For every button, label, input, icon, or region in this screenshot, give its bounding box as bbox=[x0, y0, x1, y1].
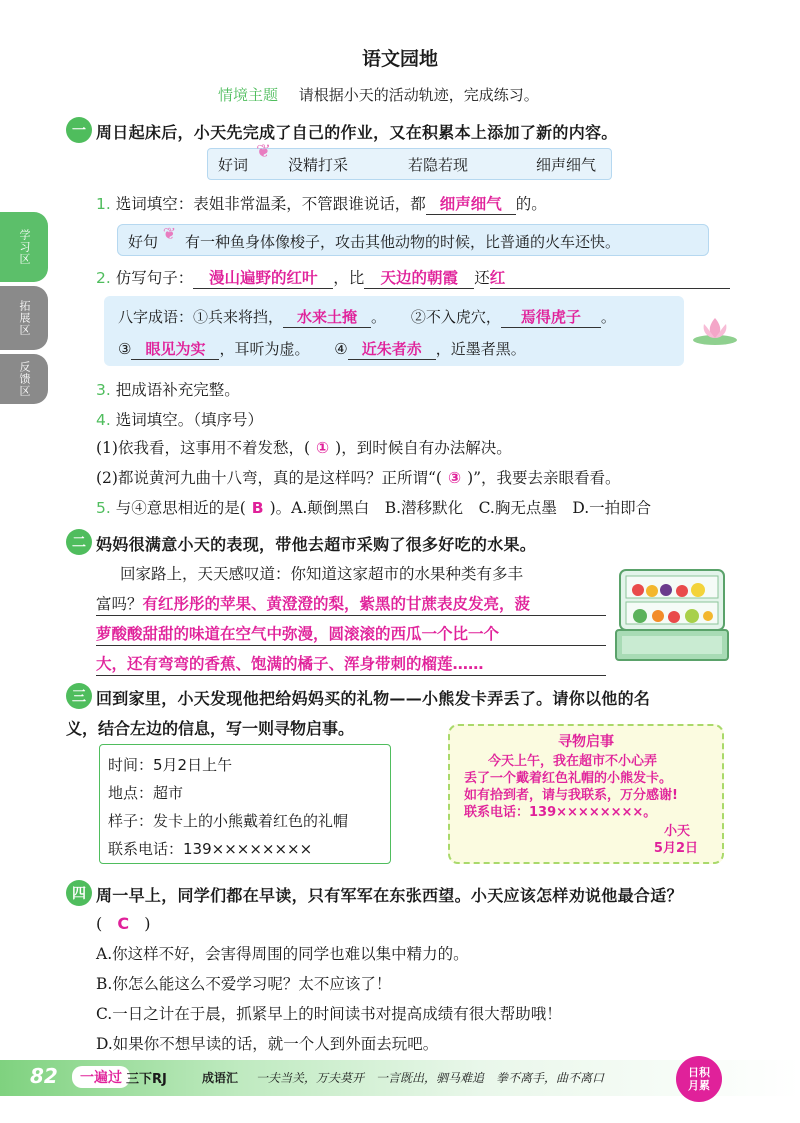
good-sentence-row bbox=[128, 224, 620, 252]
q4-2-after: )”，我要去亲眼看看。 bbox=[467, 469, 621, 487]
info-phone: 联系电话：139×××××××× bbox=[108, 840, 313, 858]
footer-grade: 三下RJ bbox=[126, 1072, 167, 1087]
section-3-text-1: 回到家里，小天发现他把给妈妈买的礼物——小熊发卡弄丢了。请你以他的名 bbox=[96, 689, 651, 708]
footer-badge-line-2: 月累 bbox=[688, 1079, 710, 1092]
notice-line-2: 丢了一个戴着红色礼帽的小熊发卡。 bbox=[464, 771, 673, 786]
q5-before: 与④意思相近的是( bbox=[115, 499, 246, 517]
scenario-text: 请根据小天的活动轨迹，完成练习。 bbox=[298, 86, 539, 104]
good-sentence-label: 好句 bbox=[128, 233, 159, 251]
good-word-1: 没精打采 bbox=[288, 155, 349, 174]
q4-text: 选词填空。（填序号） bbox=[115, 411, 263, 429]
q1-answer[interactable]: 细声细气 bbox=[426, 192, 516, 215]
bracket-close: ) bbox=[144, 914, 151, 933]
scenario-line bbox=[218, 84, 539, 105]
q2-answer-2[interactable]: 天边的朝霞 bbox=[364, 266, 474, 289]
info-time: 时间：5月2日上午 bbox=[108, 756, 233, 774]
page-title: 语文园地 bbox=[361, 48, 438, 70]
section-1-number: 一 bbox=[66, 117, 92, 143]
q5-after: )。A.颠倒黑白 B.潜移默化 C.胸无点墨 D.一拍即合 bbox=[269, 499, 652, 517]
q2-mid-2: 还 bbox=[474, 269, 490, 287]
q5-answer[interactable]: B bbox=[251, 499, 264, 517]
idiom-1-pre: ①兵来将挡， bbox=[193, 308, 284, 326]
notice-line-3: 如有拾到者，请与我联系，万分感谢! bbox=[464, 788, 678, 803]
q3-number: 3. bbox=[96, 381, 111, 399]
section-4-answer[interactable]: C bbox=[117, 914, 130, 933]
idiom-4-post: ，近墨者黑。 bbox=[435, 340, 526, 358]
side-tab-expand[interactable]: 拓展区 bbox=[0, 286, 48, 350]
option-b[interactable]: B.你怎么能这么不爱学习呢？太不应该了！ bbox=[96, 975, 392, 993]
info-place: 地点：超市 bbox=[108, 784, 184, 802]
option-a[interactable]: A.你这样不好，会害得周围的同学也难以集中精力的。 bbox=[96, 945, 469, 963]
section-3-text-2: 义，结合左边的信息，写一则寻物启事。 bbox=[66, 719, 355, 738]
q5-number: 5. bbox=[96, 499, 111, 517]
butterfly-icon-2: ❦ bbox=[162, 224, 177, 243]
bracket-open: ( bbox=[96, 914, 103, 933]
q4 bbox=[96, 408, 263, 430]
good-words-label: 好词 bbox=[218, 155, 249, 174]
q2-answer-3[interactable]: 红 bbox=[490, 266, 730, 289]
idiom-label: 八字成语： bbox=[118, 308, 194, 326]
idiom-2-pre: ②不入虎穴， bbox=[410, 308, 501, 326]
footer-badge bbox=[676, 1056, 722, 1102]
q3-text: 把成语补充完整。 bbox=[115, 381, 240, 399]
notice-sign: 小天 bbox=[663, 824, 690, 839]
q4-1 bbox=[96, 436, 512, 458]
section-4-number: 四 bbox=[66, 880, 92, 906]
idiom-row-1 bbox=[118, 306, 616, 328]
lost-notice-answer[interactable] bbox=[448, 724, 724, 864]
good-word-3: 细声细气 bbox=[536, 155, 597, 174]
q4-2 bbox=[96, 466, 621, 488]
fruit-display-case-image bbox=[612, 560, 732, 665]
idiom-2-answer[interactable]: 焉得虎子 bbox=[501, 306, 601, 328]
info-appearance: 样子：发卡上的小熊戴着红色的礼帽 bbox=[108, 812, 349, 830]
q3 bbox=[96, 378, 240, 400]
section-2-para-intro-2 bbox=[96, 592, 606, 616]
good-word-2: 若隐若现 bbox=[408, 155, 469, 174]
q1 bbox=[96, 192, 547, 215]
section-2-answer-3[interactable]: 大，还有弯弯的香蕉、饱满的橘子、浑身带刺的榴莲…… bbox=[96, 652, 606, 676]
section-2-intro-end: 富吗？ bbox=[96, 595, 143, 613]
section-2-answer-2[interactable]: 萝酸酸甜甜的味道在空气中弥漫，圆滚滚的西瓜一个比一个 bbox=[96, 622, 606, 646]
option-d[interactable]: D.如果你不想早读的话，就一个人到外面去玩吧。 bbox=[96, 1035, 439, 1053]
notice-line-1: 今天上午，我在超市不小心弄 bbox=[488, 754, 658, 769]
section-4-answer-row bbox=[96, 914, 150, 933]
q1-before: 选词填空：表姐非常温柔，不管跟谁说话，都 bbox=[115, 195, 426, 213]
footer-page-number: 82 bbox=[30, 1064, 58, 1088]
footer-brand: 一遍过 bbox=[72, 1066, 130, 1088]
butterfly-icon: ❦ bbox=[256, 141, 272, 162]
q4-1-answer[interactable]: ① bbox=[316, 439, 330, 457]
section-4-text: 周一早上，同学们都在早读，只有军军在东张西望。小天应该怎样劝说他最合适？ bbox=[96, 886, 683, 905]
q2-before: 仿写句子： bbox=[115, 269, 194, 287]
good-words-box bbox=[207, 141, 612, 180]
q5 bbox=[96, 496, 651, 518]
section-2-number: 二 bbox=[66, 529, 92, 555]
q2-mid-1: ，比 bbox=[333, 269, 365, 287]
q1-after: 的。 bbox=[515, 195, 547, 213]
footer-idiom-label: 成语汇 bbox=[202, 1071, 239, 1085]
q4-2-before: (2)都说黄河九曲十八弯，真的是这样吗？正所谓“( bbox=[96, 469, 442, 487]
q2-answer-1[interactable]: 漫山遍野的红叶 bbox=[193, 266, 333, 289]
section-3-number: 三 bbox=[66, 683, 92, 709]
q4-1-after: )，到时候自有办法解决。 bbox=[335, 439, 512, 457]
idiom-2-post: 。 bbox=[600, 308, 616, 326]
idiom-3-post: ，耳听为虚。 bbox=[219, 340, 310, 358]
footer-idioms: 一夫当关，万夫莫开 一言既出，驷马难追 拳不离手，曲不离口 bbox=[256, 1071, 605, 1085]
notice-title: 寻物启事 bbox=[558, 734, 614, 750]
q1-number: 1. bbox=[96, 195, 111, 213]
idiom-4-answer[interactable]: 近朱者赤 bbox=[348, 338, 436, 360]
section-1-text: 周日起床后，小天先完成了自己的作业，又在积累本上添加了新的内容。 bbox=[96, 123, 618, 142]
q4-1-before: (1)依我看，这事用不着发愁，( bbox=[96, 439, 311, 457]
lost-item-info-box bbox=[99, 744, 391, 864]
scenario-tag: 情境主题 bbox=[218, 86, 279, 104]
idiom-1-answer[interactable]: 水来土掩 bbox=[283, 306, 371, 328]
q2-number: 2. bbox=[96, 269, 111, 287]
side-tab-study[interactable]: 学习区 bbox=[0, 212, 48, 282]
lotus-icon bbox=[690, 310, 740, 346]
idiom-1-post: 。 bbox=[371, 308, 387, 326]
notice-date: 5月2日 bbox=[653, 841, 698, 856]
notice-line-4: 联系电话：139××××××××。 bbox=[464, 805, 657, 820]
q2 bbox=[96, 266, 730, 289]
idiom-3-answer[interactable]: 眼见为实 bbox=[131, 338, 219, 360]
side-tab-feedback[interactable]: 反馈区 bbox=[0, 354, 48, 404]
q4-2-answer[interactable]: ③ bbox=[447, 469, 462, 487]
q4-number: 4. bbox=[96, 411, 111, 429]
footer-badge-line-1: 日积 bbox=[688, 1066, 710, 1079]
good-sentence-text: 有一种鱼身体像梭子，攻击其他动物的时候，比普通的火车还快。 bbox=[184, 233, 620, 251]
idiom-4-pre: ④ bbox=[334, 340, 348, 358]
section-2-answer-1[interactable]: 有红彤彤的苹果、黄澄澄的梨，紫黑的甘蔗表皮发亮，菠 bbox=[142, 595, 531, 613]
idiom-row-2 bbox=[118, 338, 526, 360]
idiom-3-pre: ③ bbox=[118, 340, 132, 358]
option-c[interactable]: C.一日之计在于晨，抓紧早上的时间读书对提高成绩有很大帮助哦！ bbox=[96, 1005, 562, 1023]
section-2-para-intro: 回家路上，天天感叹道：你知道这家超市的水果种类有多丰 bbox=[120, 565, 524, 583]
section-2-text: 妈妈很满意小天的表现，带他去超市采购了很多好吃的水果。 bbox=[96, 535, 537, 554]
